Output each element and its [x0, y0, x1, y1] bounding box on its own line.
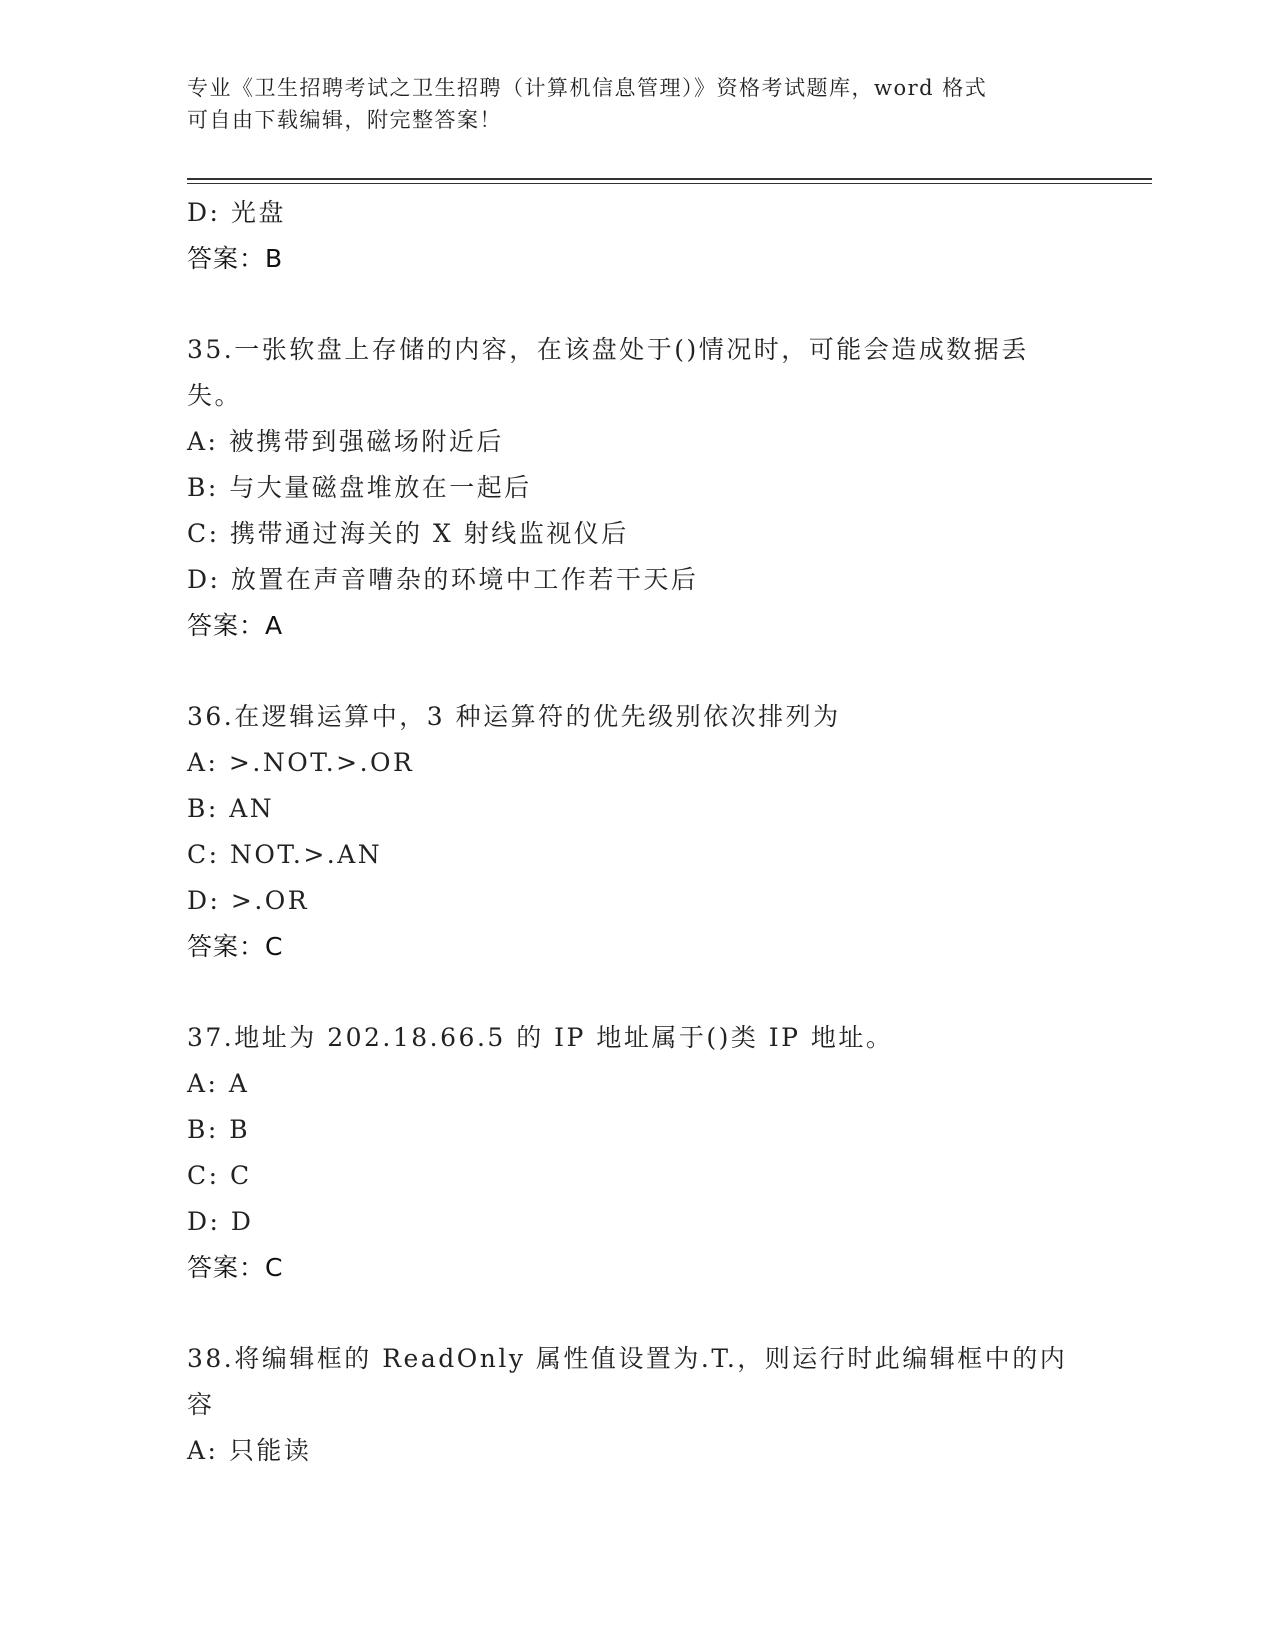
option-c: C: C — [187, 1161, 252, 1190]
option-a: A: A — [187, 1069, 250, 1098]
option-b: B: 与大量磁盘堆放在一起后 — [187, 473, 532, 502]
question-stem: 37.地址为 202.18.66.5 的 IP 地址属于()类 IP 地址。 — [187, 1023, 894, 1052]
option-d: D: >.OR — [187, 886, 310, 915]
option-d: D: 光盘 — [187, 198, 286, 227]
option-a: A: 只能读 — [187, 1436, 312, 1465]
option-c: C: NOT.>.AN — [187, 840, 383, 869]
question-stem: 36.在逻辑运算中，3 种运算符的优先级别依次排列为 — [187, 702, 841, 731]
option-b: B: B — [187, 1115, 251, 1144]
question-stem-continued: 失。 — [187, 381, 243, 410]
question-item-35 — [187, 327, 1077, 649]
option-a: A: >.NOT.>.OR — [187, 748, 415, 777]
question-list — [187, 190, 1077, 1474]
option-a: A: 被携带到强磁场附近后 — [187, 427, 504, 456]
spacer — [187, 970, 1077, 1015]
answer-label: 答案：A — [187, 611, 284, 640]
option-b: B: AN — [187, 794, 275, 823]
option-c: C: 携带通过海关的 X 射线监视仪后 — [187, 519, 629, 548]
spacer — [187, 649, 1077, 694]
question-item-38 — [187, 1336, 1077, 1474]
header-line-2: 可自由下载编辑，附完整答案！ — [187, 108, 502, 132]
spacer — [187, 1291, 1077, 1336]
answer-label: 答案：C — [187, 932, 284, 961]
question-stem-continued: 容 — [187, 1390, 215, 1419]
option-d: D: 放置在声音嘈杂的环境中工作若干天后 — [187, 565, 699, 594]
answer-label: 答案：B — [187, 244, 284, 273]
spacer — [187, 282, 1077, 327]
header-divider-thin — [187, 183, 1152, 184]
option-d: D: D — [187, 1207, 254, 1236]
document-header — [187, 72, 1067, 136]
question-item-37 — [187, 1015, 1077, 1291]
question-item-36 — [187, 694, 1077, 970]
header-divider-thick — [187, 178, 1152, 180]
question-stem: 38.将编辑框的 ReadOnly 属性值设置为.T.，则运行时此编辑框中的内 — [187, 1344, 1068, 1373]
answer-label: 答案：C — [187, 1253, 284, 1282]
question-stem: 35.一张软盘上存储的内容，在该盘处于()情况时，可能会造成数据丢 — [187, 335, 1029, 364]
header-line-1: 专业《卫生招聘考试之卫生招聘（计算机信息管理）》资格考试题库，word 格式 — [187, 76, 988, 100]
